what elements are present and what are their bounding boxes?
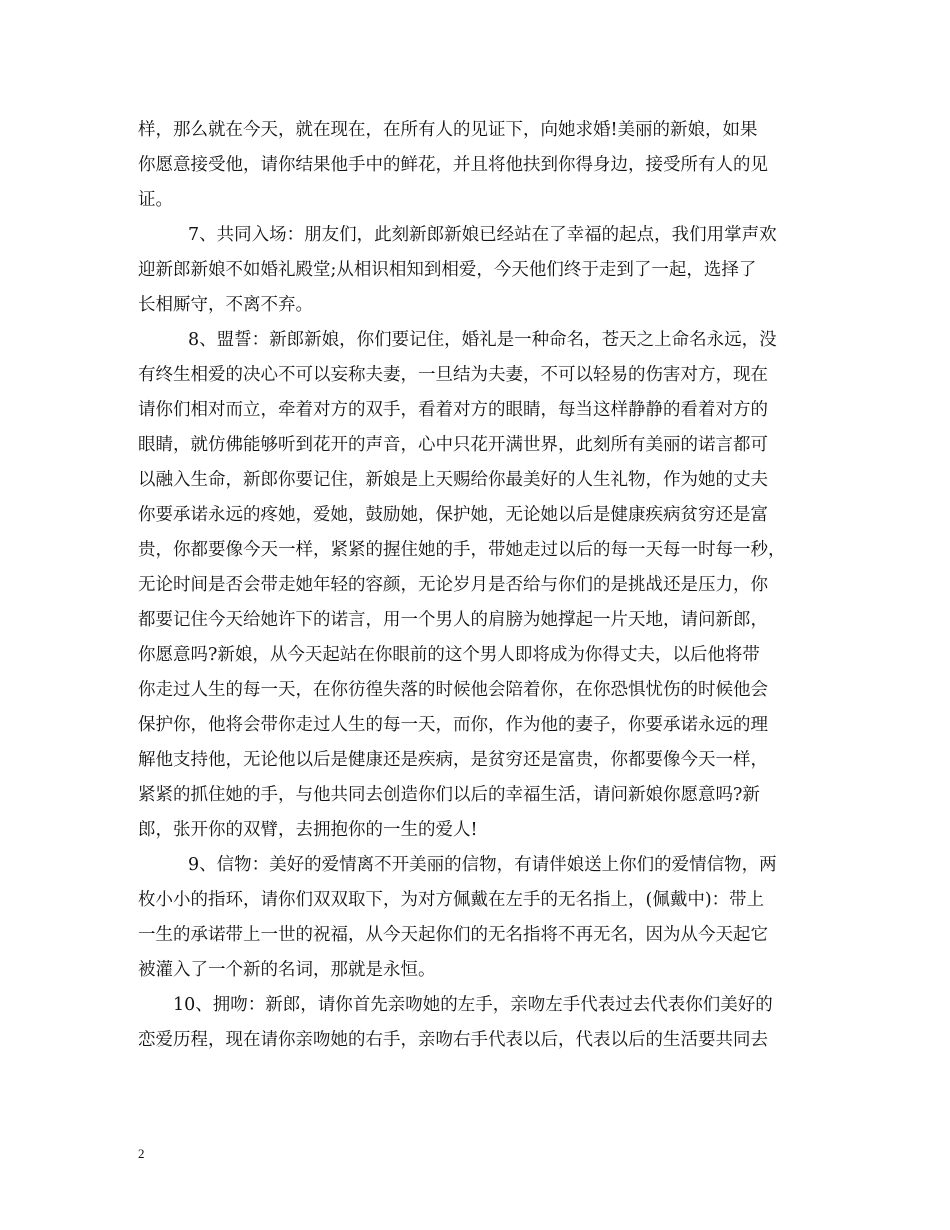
- paragraph-kiss: [138, 988, 828, 1058]
- page-number: 2: [138, 1146, 145, 1161]
- text-line: 被灌入了一个新的名词，那就是永恒。: [138, 960, 436, 980]
- text-line: 眼睛，就仿佛能够听到花开的声音，心中只花开满世界，此刻所有美丽的诺言都可: [138, 435, 768, 455]
- text-line: 证。: [138, 190, 173, 210]
- text-line: 紧紧的抓住她的手，与他共同去创造你们以后的幸福生活，请问新娘你愿意吗?新: [138, 785, 760, 805]
- text-line: 7、共同入场：朋友们，此刻新郎新娘已经站在了幸福的起点，我们用掌声欢: [188, 225, 777, 245]
- paragraph-proposal-end: [138, 113, 828, 218]
- text-line: 请你们相对而立，牵着对方的双手，看着对方的眼睛，每当这样静静的看着对方的: [138, 400, 768, 420]
- text-line: 解他支持他，无论他以后是健康还是疾病，是贫穷还是富贵，你都要像今天一样，: [138, 750, 768, 770]
- text-line: 恋爱历程，现在请你亲吻她的右手，亲吻右手代表以后，代表以后的生活要共同去: [138, 1030, 768, 1050]
- text-line: 你要承诺永远的疼她，爱她，鼓励她，保护她，无论她以后是健康疾病贫穷还是富: [138, 505, 768, 525]
- document-body: [138, 113, 828, 1058]
- text-line: 有终生相爱的决心不可以妄称夫妻，一旦结为夫妻，不可以轻易的伤害对方，现在: [138, 365, 768, 385]
- text-line: 保护你，他将会带你走过人生的每一天，而你，作为他的妻子，你要承诺永远的理: [138, 715, 768, 735]
- paragraph-joint-entrance: [138, 218, 828, 323]
- text-line: 迎新郎新娘不如婚礼殿堂;从相识相知到相爱，今天他们终于走到了一起，选择了: [138, 260, 757, 280]
- text-line: 8、盟誓：新郎新娘，你们要记住，婚礼是一种命名，苍天之上命名永远，没: [188, 330, 777, 350]
- text-line: 10、拥吻：新郎，请你首先亲吻她的左手，亲吻左手代表过去代表你们美好的: [173, 995, 773, 1015]
- text-line: 样，那么就在今天，就在现在，在所有人的见证下，向她求婚!美丽的新娘，如果: [138, 120, 758, 140]
- text-line: 长相厮守，不离不弃。: [138, 295, 313, 315]
- text-line: 一生的承诺带上一世的祝福，从今天起你们的无名指将不再无名，因为从今天起它: [138, 925, 768, 945]
- paragraph-tokens: [138, 848, 828, 988]
- text-line: 9、信物：美好的爱情离不开美丽的信物，有请伴娘送上你们的爱情信物，两: [188, 855, 777, 875]
- text-line: 你愿意吗?新娘，从今天起站在你眼前的这个男人即将成为你得丈夫，以后他将带: [138, 645, 760, 665]
- text-line: 你愿意接受他，请你结果他手中的鲜花，并且将他扶到你得身边，接受所有人的见: [138, 155, 768, 175]
- text-line: 都要记住今天给她许下的诺言，用一个男人的肩膀为她撑起一片天地，请问新郎，: [138, 610, 768, 630]
- text-line: 以融入生命，新郎你要记住，新娘是上天赐给你最美好的人生礼物，作为她的丈夫: [138, 470, 768, 490]
- text-line: 枚小小的指环，请你们双双取下，为对方佩戴在左手的无名指上，(佩戴中)：带上: [138, 890, 765, 910]
- text-line: 郎，张开你的双臂，去拥抱你的一生的爱人!: [138, 820, 478, 840]
- text-line: 无论时间是否会带走她年轻的容颜，无论岁月是否给与你们的是挑战还是压力，你: [138, 575, 768, 595]
- text-line: 你走过人生的每一天，在你彷徨失落的时候他会陪着你，在你恐惧忧伤的时候他会: [138, 680, 768, 700]
- paragraph-vows: [138, 323, 828, 848]
- text-line: 贵，你都要像今天一样，紧紧的握住她的手，带她走过以后的每一天每一时每一秒，: [138, 540, 786, 560]
